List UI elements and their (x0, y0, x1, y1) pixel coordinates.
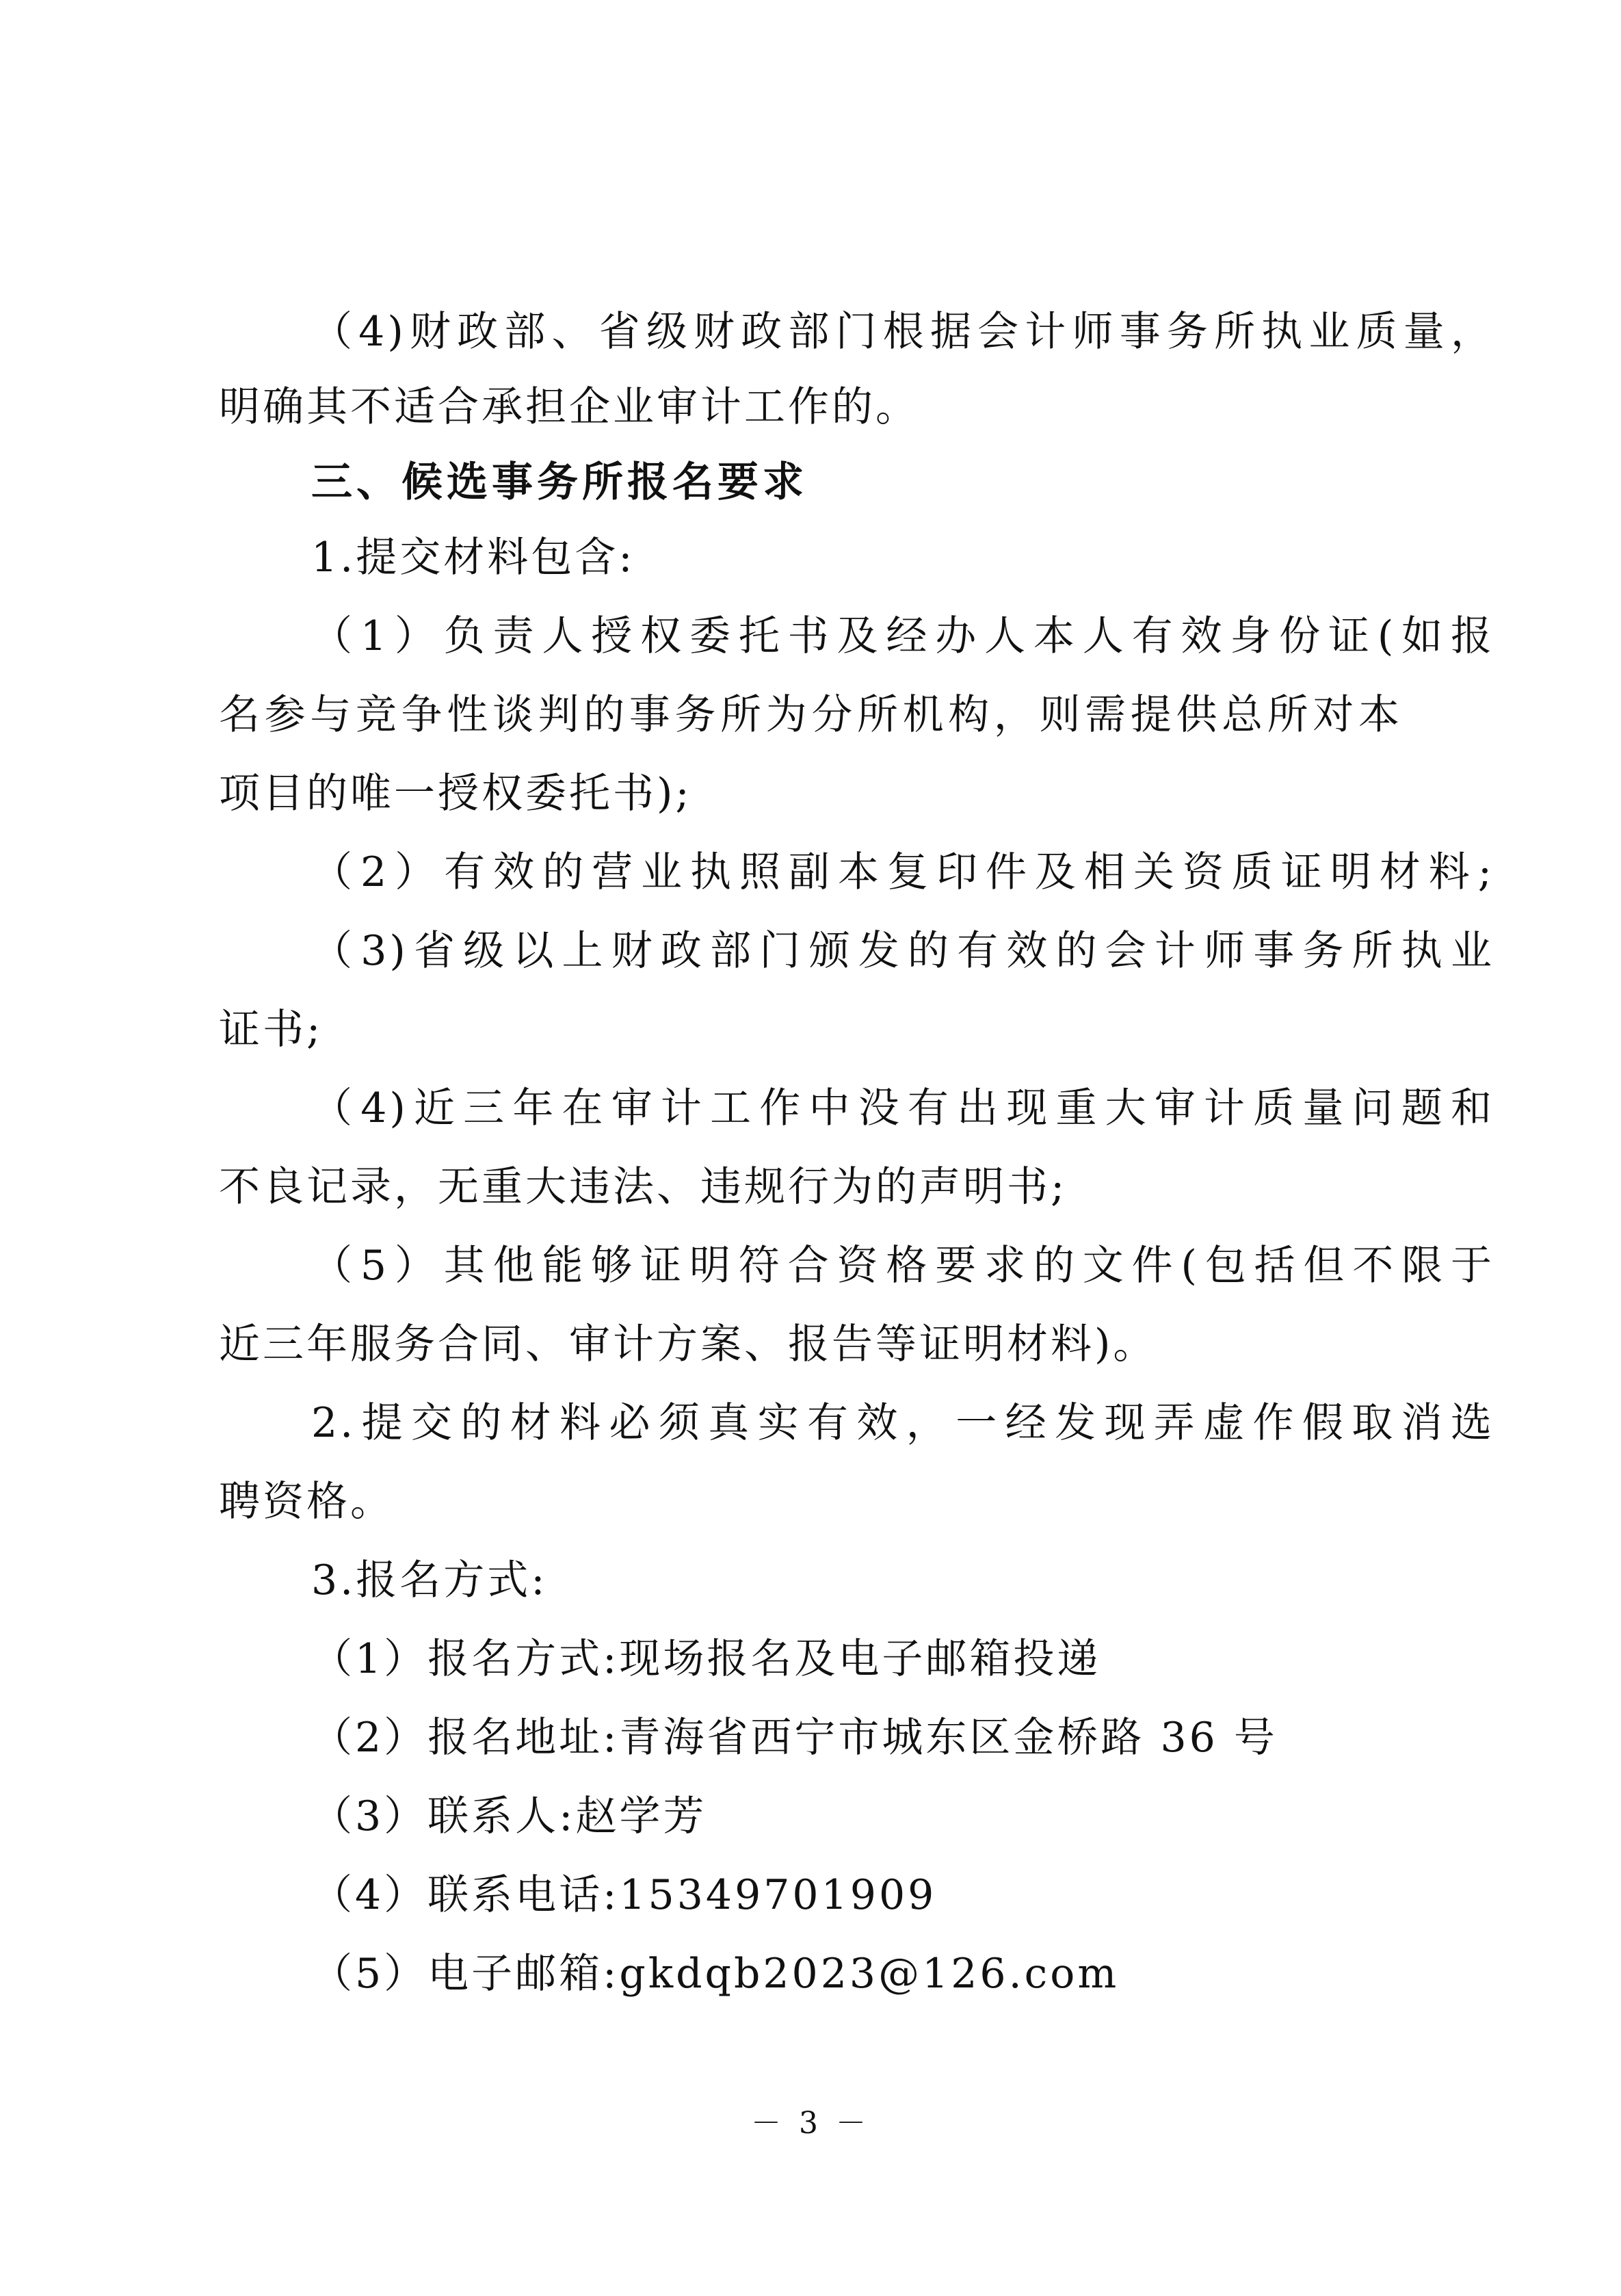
paragraph-line: （4)近三年在审计工作中没有出现重大审计质量问题和 (311, 1084, 1494, 1132)
paragraph-line: （5）其他能够证明符合资格要求的文件(包括但不限于 (311, 1242, 1494, 1290)
paragraph-line: 项目的唯一授权委托书); (219, 770, 692, 818)
paragraph-line: （1）报名方式:现场报名及电子邮箱投递 (311, 1635, 1101, 1683)
paragraph-line: （2）报名地址:青海省西宁市城东区金桥路 36 号 (311, 1714, 1278, 1762)
paragraph-line: 聘资格。 (219, 1478, 394, 1526)
paragraph-line: 近三年服务合同、审计方案、报告等证明材料)。 (219, 1320, 1157, 1368)
paragraph-line: （3)省级以上财政部门颁发的有效的会计师事务所执业 (311, 927, 1494, 975)
paragraph-line: （1）负责人授权委托书及经办人本人有效身份证(如报 (311, 612, 1494, 660)
page-number: － 3 － (751, 2106, 870, 2141)
paragraph-line: （5）电子邮箱:gkdqb2023@126.com (311, 1950, 1120, 1998)
paragraph-line: 3.报名方式: (311, 1556, 548, 1604)
paragraph-line: 2.提交的材料必须真实有效，一经发现弄虚作假取消选 (311, 1399, 1494, 1447)
section-heading: 三、候选事务所报名要求 (311, 458, 808, 506)
paragraph-line: （2）有效的营业执照副本复印件及相关资质证明材料; (311, 848, 1494, 896)
paragraph-line: 名参与竞争性谈判的事务所为分所机构，则需提供总所对本 (219, 691, 1402, 739)
paragraph-line: 不良记录，无重大违法、违规行为的声明书; (219, 1163, 1068, 1211)
paragraph-line: （4)财政部、省级财政部门根据会计师事务所执业质量， (311, 308, 1494, 356)
paragraph-line: 证书; (219, 1006, 324, 1054)
paragraph-line: 明确其不适合承担企业审计工作的。 (219, 383, 919, 431)
paragraph-line: （3）联系人:赵学芳 (311, 1792, 707, 1840)
paragraph-line: （4）联系电话:15349701909 (311, 1871, 937, 1919)
paragraph-line: 1.提交材料包含: (311, 534, 635, 582)
